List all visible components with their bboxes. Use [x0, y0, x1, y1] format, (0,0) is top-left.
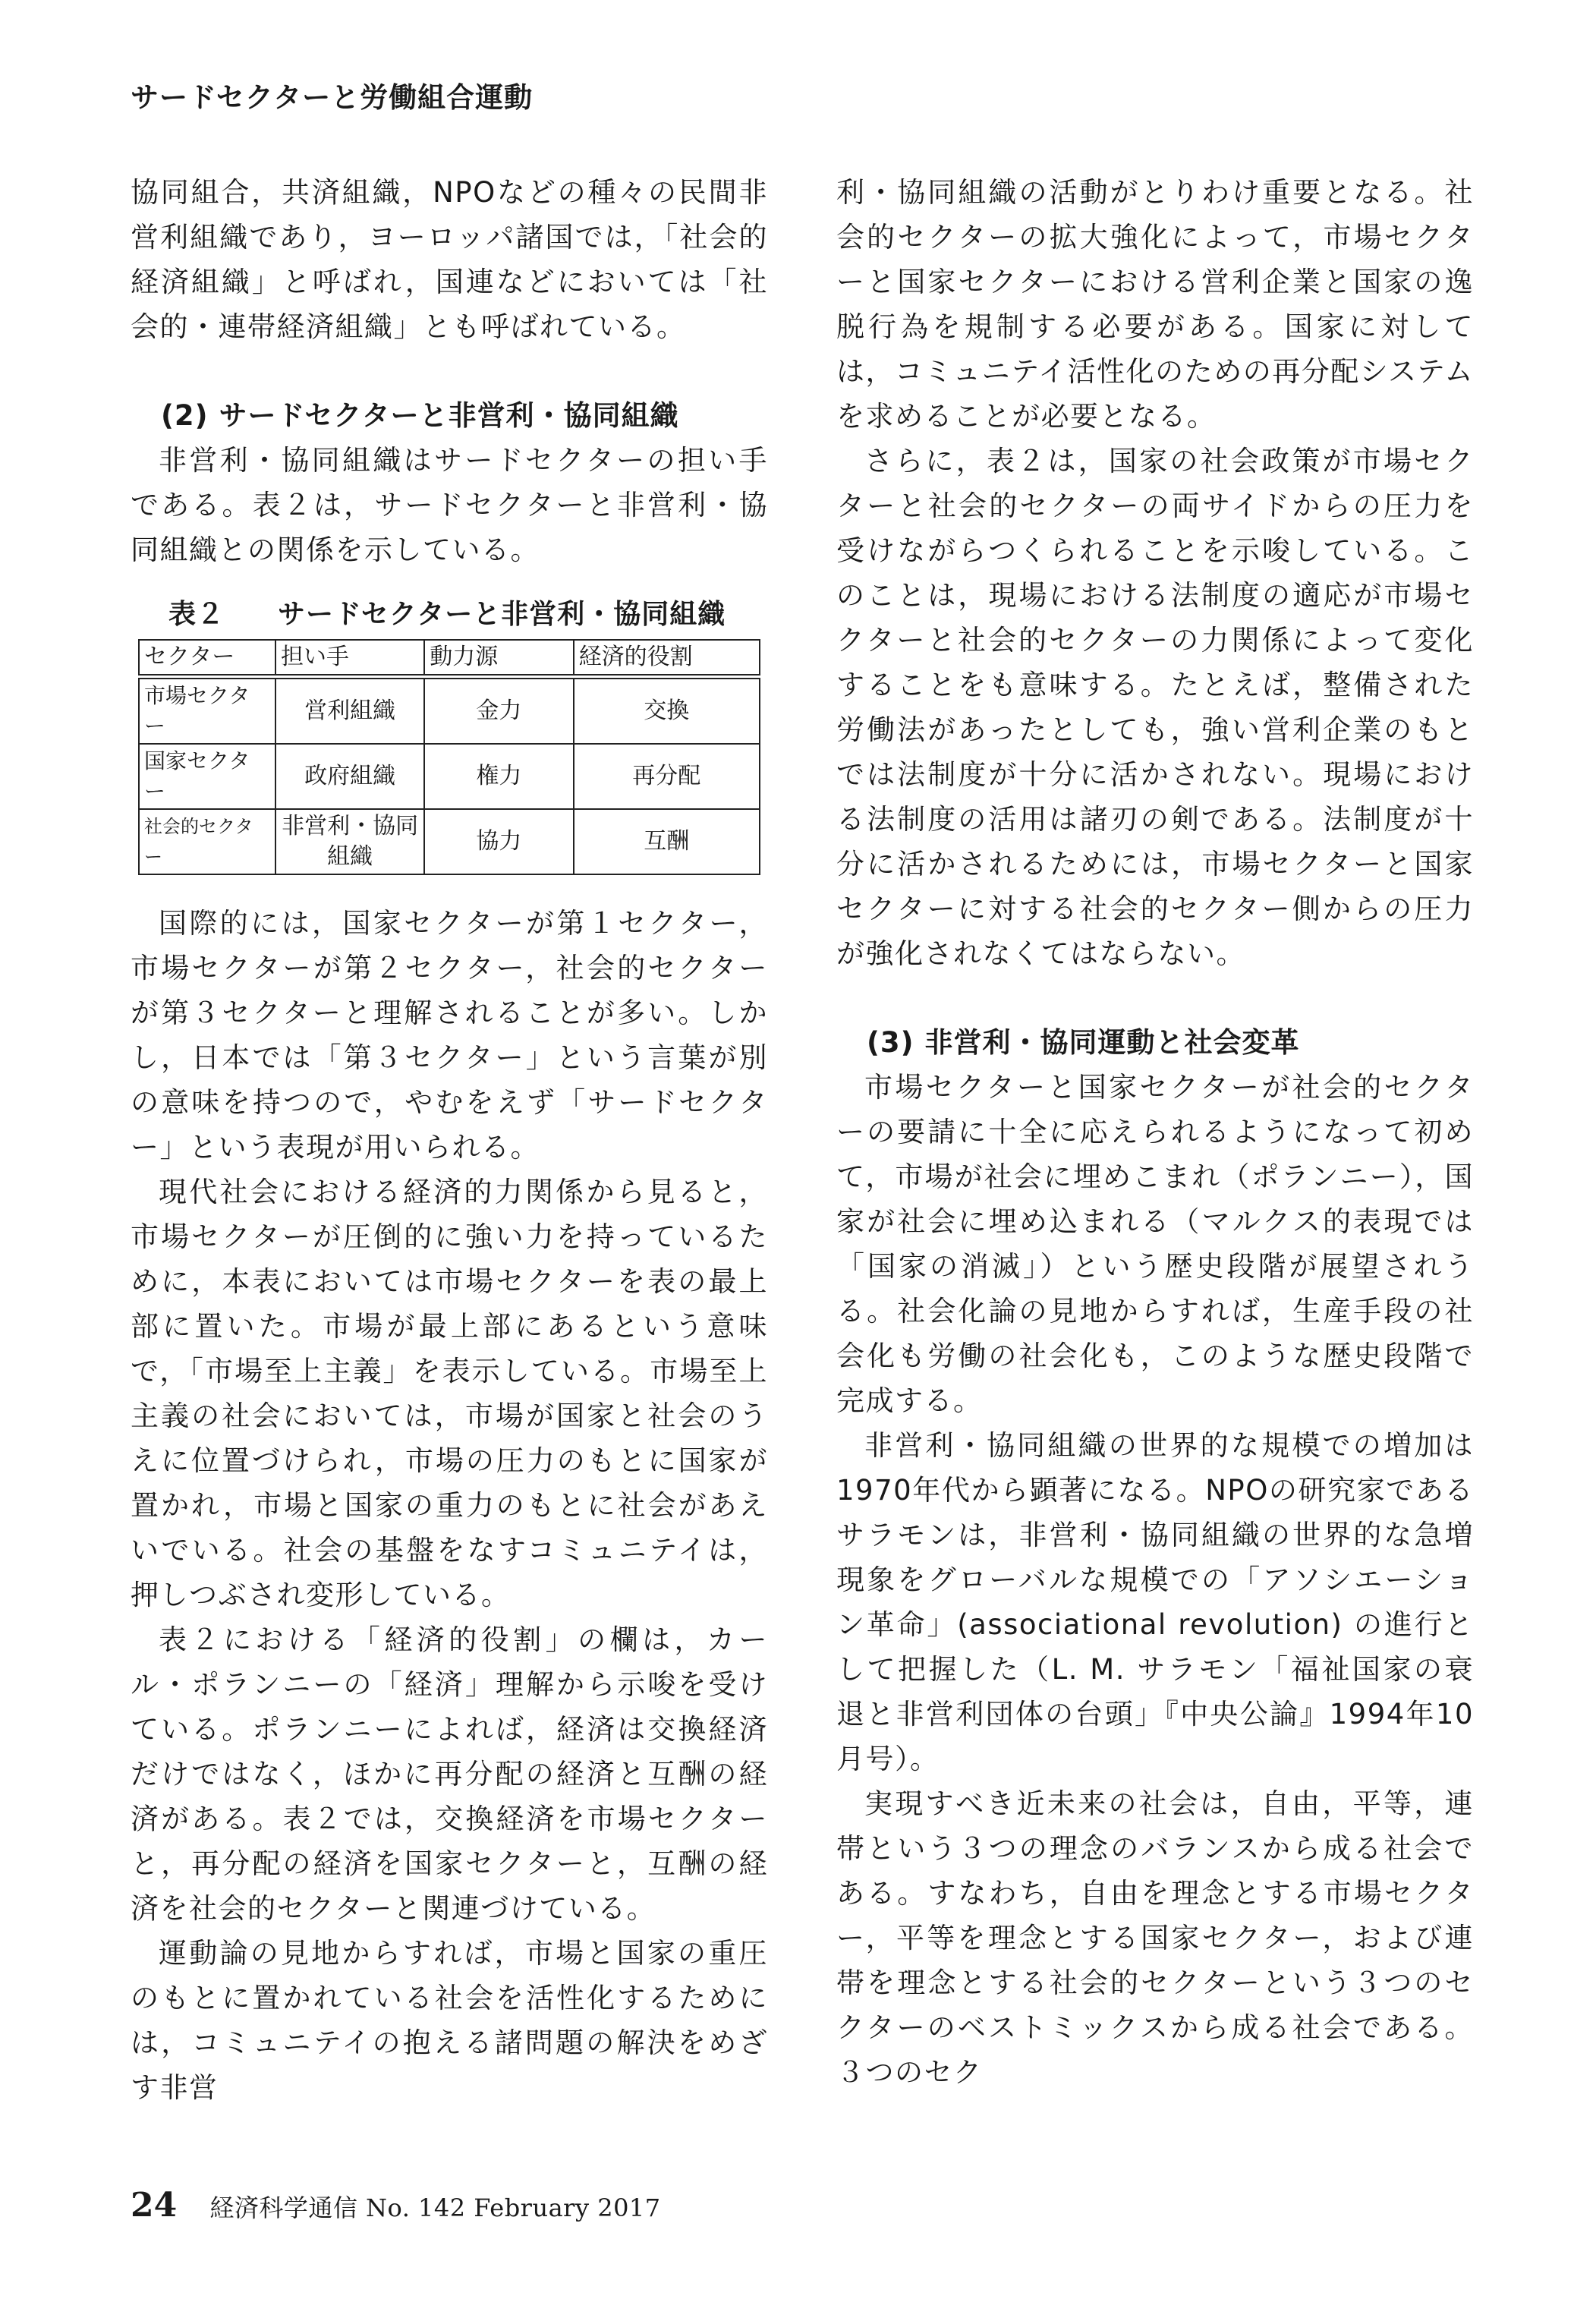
- right-paragraph-1: 利・協同組織の活動がとりわけ重要となる。社会的セクターの拡大強化によって，市場セクターと国家セクターにおける営利企業と国家の逸脱行為を規制する必要がある。国家に対しては，コミュニテイ活性化のための再分配システムを求めることが必要となる。: [836, 176, 1474, 433]
- table-row: [139, 677, 760, 745]
- left-paragraph-2: 非営利・協同組織はサードセクターの担い手である。表２は，サードセクターと非営利・協同組織との関係を示している。: [131, 444, 768, 566]
- table-cell: 営利組織: [275, 677, 424, 745]
- table-row: [139, 744, 760, 809]
- table-header-cell: 経済的役割: [574, 640, 760, 677]
- left-paragraph-4: 現代社会における経済的力関係から見ると，市場セクターが圧倒的に強い力を持っているために，本表においては市場セクターを表の最上部に置いた。市場が最上部にあるという意味で，「市場至上主義」を表示している。市場至上主義の社会においては，市場が国家と社会のうえに位置づけられ，市場の圧力のもとに国家が置かれ，市場と国家の重力のもとに社会があえいでいる。社会の基盤をなすコミュニテイは，押しつぶされ変形している。: [131, 1176, 768, 1611]
- table-caption: [168, 595, 768, 635]
- table-row: [139, 809, 760, 874]
- table-header-cell: 動力源: [424, 640, 573, 677]
- right-paragraph-2: さらに，表２は，国家の社会政策が市場セクターと社会的セクターの両サイドからの圧力を受けながらつくられることを示唆している。このことは，現場における法制度の適応が市場セクターと社会的セクターの力関係によって変化することをも意味する。たとえば，整備された労働法があったとしても，強い営利企業のもとでは法制度が十分に活かされない。現場における法制度の活用は諸刃の剣である。法制度が十分に活かされるためには，市場セクターと国家セクターに対する社会的セクター側からの圧力が強化されなくてはならない。: [836, 445, 1474, 970]
- section-heading-2: (2) サードセクターと非営利・協同組織: [161, 399, 679, 432]
- page-footer: [131, 2186, 661, 2225]
- table-cell: 権力: [424, 744, 573, 809]
- right-column: [836, 170, 1474, 2095]
- left-paragraph-5: 表２における「経済的役割」の欄は，カール・ポランニーの「経済」理解から示唆を受けている。ポランニーによれば，経済は交換経済だけではなく，ほかに再分配の経済と互酬の経済がある。表２では，交換経済を市場セクターと，再分配の経済を国家セクターと，互酬の経済を社会的セクターと関連づけている。: [131, 1623, 768, 1925]
- table-cell: 再分配: [574, 744, 760, 809]
- left-paragraph-3: 国際的には，国家セクターが第１セクター，市場セクターが第２セクター，社会的セクターが第３セクターと理解されることが多い。しかし，日本では「第３セクター」という言葉が別の意味を持つので，やむをえず「サードセクター」という表現が用いられる。: [131, 907, 768, 1164]
- section-heading-3: (3) 非営利・協同運動と社会変革: [867, 1026, 1300, 1059]
- left-paragraph-6: 運動論の見地からすれば，市場と国家の重圧のもとに置かれている社会を活性化するためには，コミュニテイの抱える諸問題の解決をめざす非営: [131, 1937, 768, 2104]
- table-header-cell: 担い手: [275, 640, 424, 677]
- table-caption-title: サードセクターと非営利・協同組織: [278, 599, 726, 630]
- left-column: [131, 170, 768, 2110]
- left-paragraph-1: 協同組合，共済組織，NPOなどの種々の民間非営利組織であり，ヨーロッパ諸国では，「社会的経済組織」と呼ばれ，国連などにおいては「社会的・連帯経済組織」とも呼ばれている。: [131, 176, 768, 343]
- table-cell: 社会的セクター: [139, 809, 275, 874]
- table-cell: 金力: [424, 677, 573, 745]
- table-cell: 協力: [424, 809, 573, 874]
- table-cell: 市場セクター: [139, 677, 275, 745]
- right-paragraph-4: 非営利・協同組織の世界的な規模での増加は1970年代から顕著になる。NPOの研究家であるサラモンは，非営利・協同組織の世界的な急増現象をグローバルな規模での「アソシエーション革命」(associational revolution) の進行として把握した（L. M. サラモン「福祉国家の衰退と非営利団体の台頭」『中央公論』1994年10月号）。: [836, 1429, 1474, 1775]
- running-head: サードセクターと労働組合運動: [131, 81, 534, 114]
- publication-info: 経済科学通信 No. 142 February 2017: [209, 2193, 661, 2222]
- right-paragraph-3: 市場セクターと国家セクターが社会的セクターの要請に十全に応えられるようになって初めて，市場が社会に埋めこまれ（ポランニー），国家が社会に埋め込まれる（マルクス的表現では「国家の消滅」）という歴史段階が展望されうる。社会化論の見地からすれば，生産手段の社会化も労働の社会化も，このような歴史段階で完成する。: [836, 1071, 1474, 1417]
- table-cell: 互酬: [574, 809, 760, 874]
- table-caption-number: 表２: [168, 599, 225, 630]
- table-cell: 国家セクター: [139, 744, 275, 809]
- sector-table: [138, 639, 760, 875]
- page-number: 24: [131, 2186, 178, 2225]
- right-paragraph-5: 実現すべき近未来の社会は，自由，平等，連帯という３つの理念のバランスから成る社会である。すなわち，自由を理念とする市場セクター，平等を理念とする国家セクター，および連帯を理念とする社会的セクターという３つのセクターのベストミックスから成る社会である。３つのセク: [836, 1787, 1474, 2089]
- table-cell: 交換: [574, 677, 760, 745]
- table-cell: 非営利・協同組織: [275, 809, 424, 874]
- table-cell: 政府組織: [275, 744, 424, 809]
- table-header-cell: セクター: [139, 640, 275, 677]
- table-header-row: [139, 640, 760, 677]
